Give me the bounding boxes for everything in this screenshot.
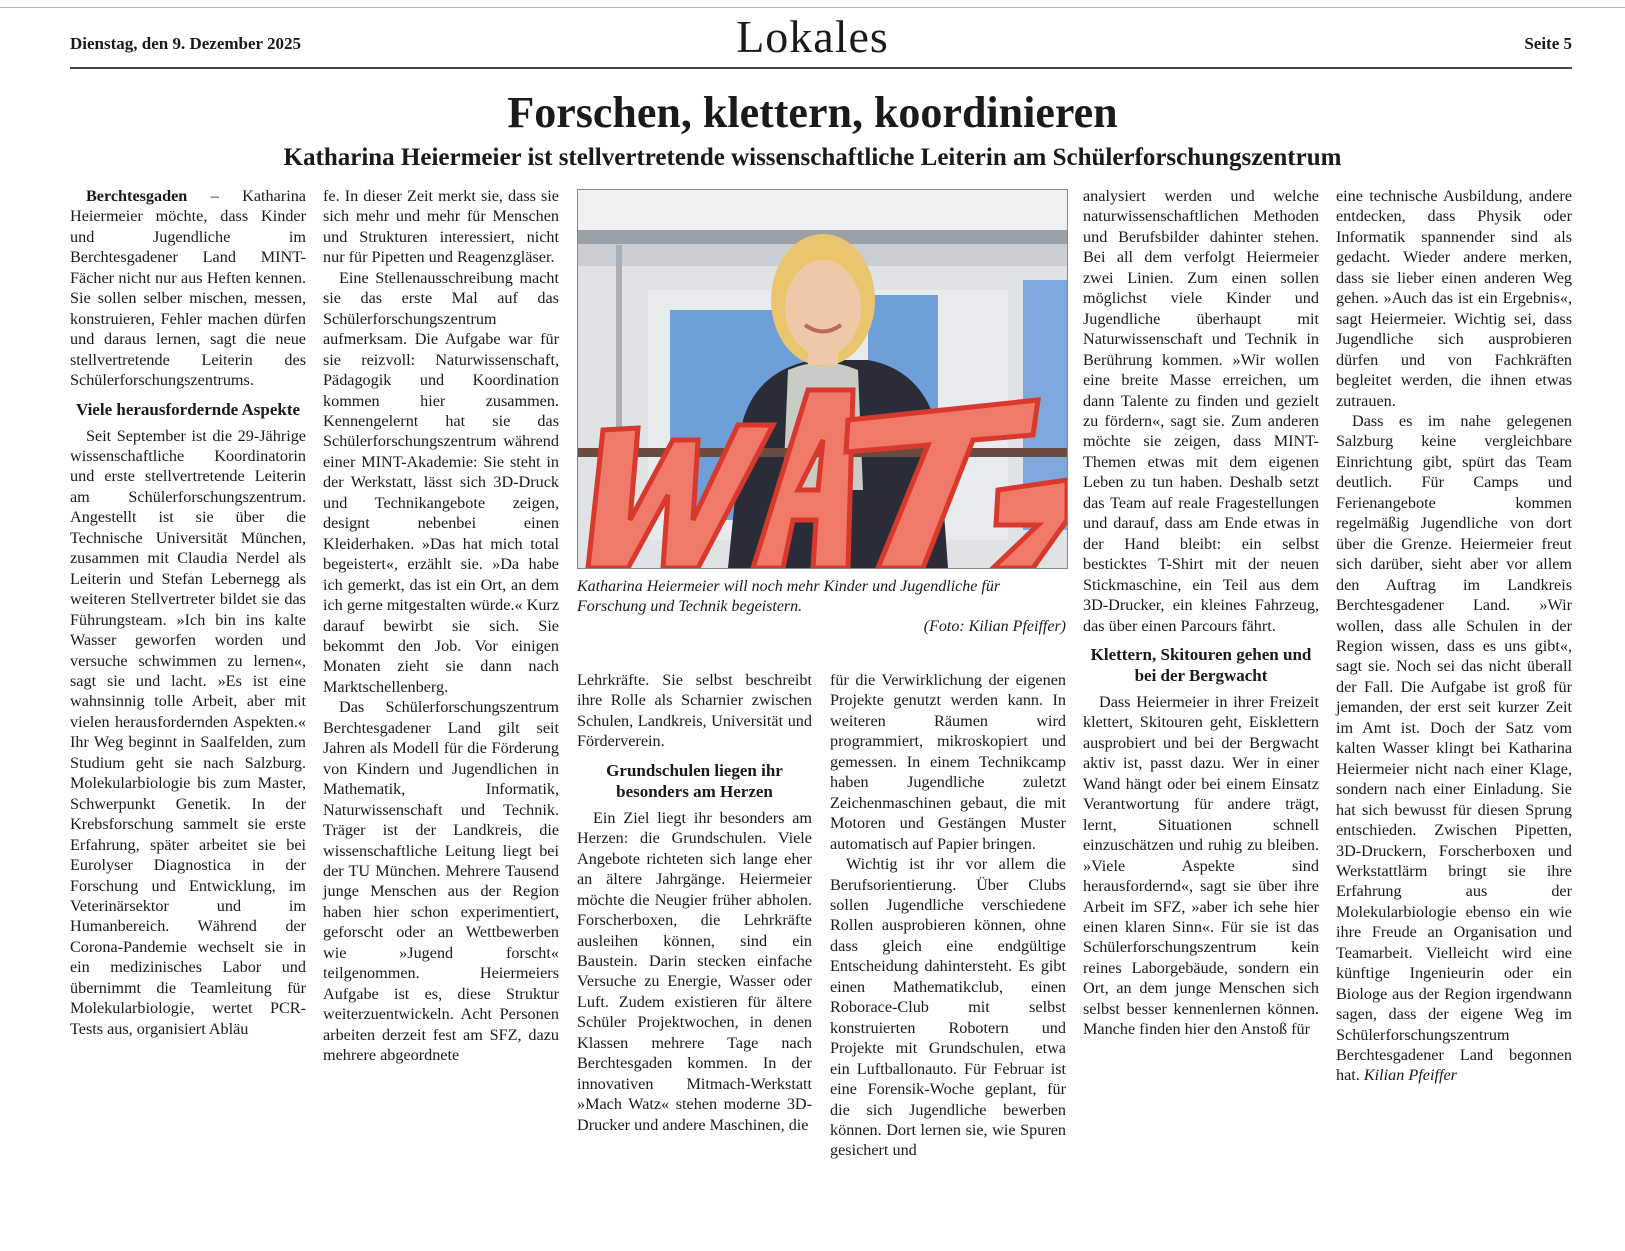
column-2 xyxy=(323,186,559,1065)
photo-portrait-woman-behind-sign xyxy=(578,190,1067,568)
paragraph: Eine Stellenausschreibung macht sie das erste Mal auf das Schülerforschungszentrum aufmerksam. Die Aufgabe war für sie reizvoll: Naturwissenschaft, Pädagogik und Koordination kommen hier zusammen. Kennengelernt hat sie das Schülerforschungszentrum während einer MINT-Akademie: Sie steht in der Werkstatt, lässt sich 3D-Druck und Technikangebote zeigen, designt nebenbei einen Kleiderhaken. »Das hat mich total begeistert«, erzählt sie. »Da habe ich gemerkt, das ist ein Ort, an dem ich gerne mitgestalten würde.« Kurz darauf bewirbt sie sich. Sie bekommt den Job. Vor einigen Monaten zieht sie dann nach Marktschellenberg. xyxy=(323,268,559,696)
lead-text: – Katharina Heiermeier möchte, dass Kinder und Jugendliche im Berchtesgadener Land MINT-Fächer nicht nur aus Heften kennen. Sie sollen selber mischen, messen, konstruieren, Fehler machen dürfen und daraus lernen, sagt die neue stellvertretende Leiterin des Schülerforschungszentrums. xyxy=(70,187,306,390)
article-photo xyxy=(577,189,1068,569)
top-border xyxy=(0,7,1625,8)
author-byline: Kilian Pfeiffer xyxy=(1363,1066,1457,1085)
paragraph: Ein Ziel liegt ihr besonders am Herzen: die Grundschulen. Viele Angebote richteten sich lange eher an ältere Jahrgänge. Heiermeier möchte die Neugier früher abholen. Forscherboxen, die Lehrkräfte ausleihen können, sind ein Baustein. Darin stecken einfache Versuche zu Energie, Wasser oder Luft. Zudem existieren für ältere Schüler Projektwochen, in denen Klassen mehrere Tage nach Berchtesgaden kommen. In der innovativen Mitmach-Werkstatt »Mach Watz« stehen moderne 3D-Drucker und andere Maschinen, die xyxy=(577,808,812,1134)
paragraph: Dass Heiermeier in ihrer Freizeit klettert, Skitouren geht, Eisklettern ausprobiert und bei der Bergwacht aktiv ist, passt dazu. Wer in einer Wand hängt oder bei einem Einsatz Verantwortung für andere trägt, lernt, Situationen schnell einzuschätzen und ruhig zu bleiben. »Viele Aspekte sind herausfordernd«, sagt sie über ihre Arbeit im SFZ, »aber ich sehe hier einen klaren Sinn«. Für sie ist das Schülerforschungszentrum kein reines Laborgebäude, sondern ein Ort, an dem junge Menschen sich selbst besser kennenlernen können. Manche finden hier den Anstoß für xyxy=(1083,692,1319,1039)
paragraph xyxy=(1336,411,1572,1086)
issue-date: Dienstag, den 9. Dezember 2025 xyxy=(70,34,302,53)
section-title: Lokales xyxy=(736,11,889,62)
paragraph: Das Schülerforschungszentrum Berchtesgadener Land gilt seit Jahren als Modell für die Förderung von Kindern und Jugendlichen in Mathematik, Informatik, Naturwissenschaft und Technik. Träger ist der Landkreis, die wissenschaftliche Leitung liegt bei der TU München. Mehrere Tausend junge Menschen aus der Region haben hier schon experimentiert, geforscht oder an Wettbewerben wie »Jugend forscht« teilgenommen. Heiermeiers Aufgabe ist es, diese Struktur weiterzuentwickeln. Acht Personen arbeiten derzeit fest am SFZ, dazu mehrere abgeordnete xyxy=(323,698,559,1065)
paragraph-continued: eine technische Ausbildung, andere entdecken, dass Physik oder Informatik spannender sind als gedacht. Wieder andere merken, dass sie lieber einen anderen Weg gehen. »Auch das ist ein Ergebnis«, sagt Heiermeier. Wichtig sei, dass Jugendliche sich ausprobieren dürfen und von Fachkräften begleitet werden, die ihnen etwas zutrauen. xyxy=(1336,187,1572,410)
subheading-primary-schools: Grundschulen liegen ihr besonders am Herzen xyxy=(606,760,783,801)
paragraph-continued: analysiert werden und welche naturwissenschaftlichen Methoden und Berufsbilder dahinter stehen. Bei all dem verfolgt Heiermeier zwei Linien. Zum einen sollen möglichst viele Kinder und Jugendliche überhaupt mit Naturwissenschaft und Technik in Berührung kommen. »Wir wollen eine breite Masse erreichen, um dann Talente zu finden und gezielt zu fördern«, sagt sie. Zum anderen möchte sie zeigen, dass MINT-Themen etwas mit dem eigenen Leben zu tun haben. Deshalb setzt das Team auf reale Fragestellungen und darauf, dass am Ende etwas in der Hand bleibt: ein selbst besticktes T-Shirt mit der neuen Stickmaschine, ein Teil aus dem 3D-Drucker, ein kleines Fahrzeug, das über einen Parcours fährt. xyxy=(1083,187,1319,635)
column-4 xyxy=(830,670,1066,1161)
subheading-challenges: Viele herausfordernde Aspekte xyxy=(75,399,301,419)
column-6 xyxy=(1336,186,1572,1086)
header-rule xyxy=(70,67,1572,69)
paragraph-continued: für die Verwirklichung der eigenen Projekte genutzt werden kann. In weiteren Räumen wird programmiert, mikroskopiert und gemessen. In einem Technikcamp haben Jugendliche zuletzt Zeichenmaschinen gebaut, die mit Motoren und Gestängen Muster automatisch auf Papier bringen. xyxy=(830,671,1066,853)
paragraph-continued: Lehrkräfte. Sie selbst beschreibt ihre Rolle als Scharnier zwischen Schulen, Landkreis, Universität und Förderverein. xyxy=(577,671,812,751)
paragraph: Wichtig ist ihr vor allem die Berufsorientierung. Über Clubs sollen Jugendliche verschiedene Rollen ausprobieren können, ohne dass gleich eine endgültige Entscheidung dahintersteht. Es gibt einen Mathematikclub, einen Roborace-Club mit selbst konstruierten Robotern und Projekte mit Grundschulen, etwa ein Luftballonauto. Für Februar ist eine Forensik-Woche geplant, für die sich Jugendliche bewerben können. Dort lernen sie, wie Spuren gesichert und xyxy=(830,855,1066,1160)
paragraph-continued: fe. In dieser Zeit merkt sie, dass sie sich mehr und mehr für Menschen und Strukturen interessiert, nicht nur für Pipetten und Reagenzgläser. xyxy=(323,187,559,267)
photo-caption xyxy=(577,577,1066,637)
column-3 xyxy=(577,670,812,1135)
subheading-climbing: Klettern, Skitouren gehen und bei der Bergwacht xyxy=(1090,644,1312,685)
column-5 xyxy=(1083,186,1319,1040)
page-number: Seite 5 xyxy=(1524,34,1572,53)
article-headline: Forschen, klettern, koordinieren xyxy=(507,88,1118,137)
paragraph: Seit September ist die 29-Jährige wissenschaftliche Koordinatorin und erste stellvertretende Leiterin am Schülerforschungszentrum. Angestellt ist sie über die Technische Universität München, zusammen mit Claudia Nerdel als Leiterin und Stefan Lebernegg als weiteren Stellvertreter bildet sie das Führungsteam. »Ich bin ins kalte Wasser geworfen worden und versuche schwimmen zu lernen«, sagt sie und lacht. »Es ist eine wahnsinnig tolle Arbeit, aber mit vielen herausfordernden Aspekten.« Ihr Weg beginnt in Saalfelden, zum Studium geht sie nach Salzburg. Molekularbiologie bis zum Master, Schwerpunkt Genetik. In der Krebsforschung sammelt sie erste Erfahrung, später arbeitet sie bei Eurolyser Diagnostica in der Forschung und Entwicklung, im Veterinärsektor und im Humanbereich. Während der Corona-Pandemie wechselt sie in ein medizinisches Labor und übernimmt die Teamleitung für Molekularbiologie, wertet PCR-Tests aus, organisiert Abläu xyxy=(70,426,306,1038)
photo-credit: (Foto: Kilian Pfeiffer) xyxy=(923,618,1066,635)
dateline: Berchtesgaden xyxy=(86,187,188,205)
column-1 xyxy=(70,186,306,1039)
lead-paragraph xyxy=(70,186,306,391)
caption-text: Katharina Heiermeier will noch mehr Kinder und Jugendliche für Forschung und Technik begeistern. xyxy=(577,578,1001,615)
article-subheadline: Katharina Heiermeier ist stellvertretende wissenschaftliche Leiterin am Schülerforschungszentrum xyxy=(283,144,1342,171)
closing-text: Dass es im nahe gelegenen Salzburg keine vergleichbare Einrichtung gibt, spürt das Team deutlich. Für Camps und Ferienangebote kommen regelmäßig Jugendliche von dort über die Grenze. Heiermeier freut sich darüber, sieht aber vor allem den Auftrag im Landkreis Berchtesgadener Land. »Wir wollen, dass alle Schulen in der Region wissen, dass es uns gibt«, sagt sie. Noch sei das nicht überall der Fall. Die Aufgabe ist groß für jemanden, der erst seit kurzer Zeit im Amt ist. Doch der Satz vom kalten Wasser klingt bei Katharina Heiermeier nicht nach einer Klage, sondern nach einer Einladung. Sie hat sich bewusst für diesen Sprung entschieden. Zwischen Pipetten, 3D-Druckern, Forscherboxen und Werkstattlärm bringt sie ihre Erfahrung aus der Molekularbiologie ebenso ein wie ihre Freude an Organisation und Teamarbeit. Vielleicht wird eine künftige Ingenieurin oder ein Biologe aus der Region irgendwann sagen, dass der eigene Weg im Schülerforschungszentrum Berchtesgadener Land begonnen hat. xyxy=(1336,411,1572,1085)
